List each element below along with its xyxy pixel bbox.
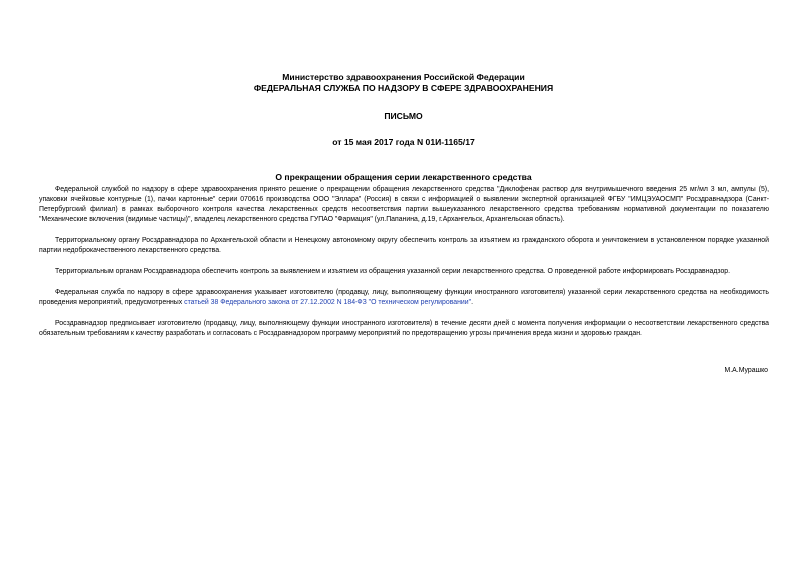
- paragraph-territorial-body: Территориальному органу Росздравнадзора по Архангельской области и Ненецкому автономному округу обеспечить контроль за изъятием из гражданского оборота и уничтожением в установленном порядке указанной партии недоброкачественного лекарственного средства.: [39, 237, 769, 254]
- paragraph-prescription: Росздравнадзор предписывает изготовителю (продавцу, лицу, выполняющему функции иностранного изготовителя) в течение десяти дней с момента получения информации о несоответствии лекарственного средства обязательным требованиям к качеству разработать и согласовать с Росздравнадзором программу мероприятий по предотвращению угрозы причинения вреда жизни и здоровью граждан.: [39, 320, 769, 337]
- paragraph-text-end: .: [471, 299, 473, 306]
- paragraph-manufacturer-measures: [39, 288, 769, 308]
- paragraph-text: Федеральная служба по надзору в сфере здравоохранения указывает изготовителю (продавцу, лицу, выполняющему функции иностранного изготовителя) указанной серии лекарственного средства на необходимость проведения мероприятий, предусмотренных: [39, 289, 769, 306]
- document-body: [39, 185, 769, 350]
- document-title: О прекращении обращения серии лекарственного средства: [275, 172, 532, 182]
- document-header: [0, 72, 807, 183]
- service-name: ФЕДЕРАЛЬНАЯ СЛУЖБА ПО НАДЗОРУ В СФЕРЕ ЗДРАВООХРАНЕНИЯ: [253, 82, 554, 93]
- ministry-name: Министерство здравоохранения Российской Федерации: [282, 72, 525, 82]
- document-date-number: от 15 мая 2017 года N 01И-1165/17: [332, 136, 475, 147]
- document-type: ПИСЬМО: [384, 111, 423, 121]
- paragraph-territorial-bodies: Территориальным органам Росздравнадзора обеспечить контроль за выявлением и изъятием из обращения указанной серии лекарственного средства. О проведенной работе информировать Росздравнадзор.: [55, 268, 731, 275]
- law-article-link[interactable]: статьей 38 Федерального закона от 27.12.2002 N 184-ФЗ "О техническом регулировании": [184, 299, 472, 306]
- paragraph-decision: Федеральной службой по надзору в сфере здравоохранения принято решение о прекращении обращения лекарственного средства "Диклофенак раствор для внутримышечного введения 25 мг/мл 3 мл, ампулы (5), упаковки ячейковые контурные (1), пачки картонные" серии 070616 производства ООО "Эллара" (Россия) в связи с информацией о выявлении экспертной организацией ФГБУ "ИМЦЭУАОСМП" Росздравнадзора (Санкт-Петербургский филиал) в рамках выборочного контроля качества лекарственных средств несоответствия партии вышеуказанного лекарственного средства требованиям нормативной документации по показателю "Механические включения (видимые частицы)", владелец лекарственного средства ГУПАО "Фармация" (ул.Папанина, д.19, г.Архангельск, Архангельская область).: [39, 186, 769, 223]
- signature: М.А.Мурашко: [724, 367, 768, 374]
